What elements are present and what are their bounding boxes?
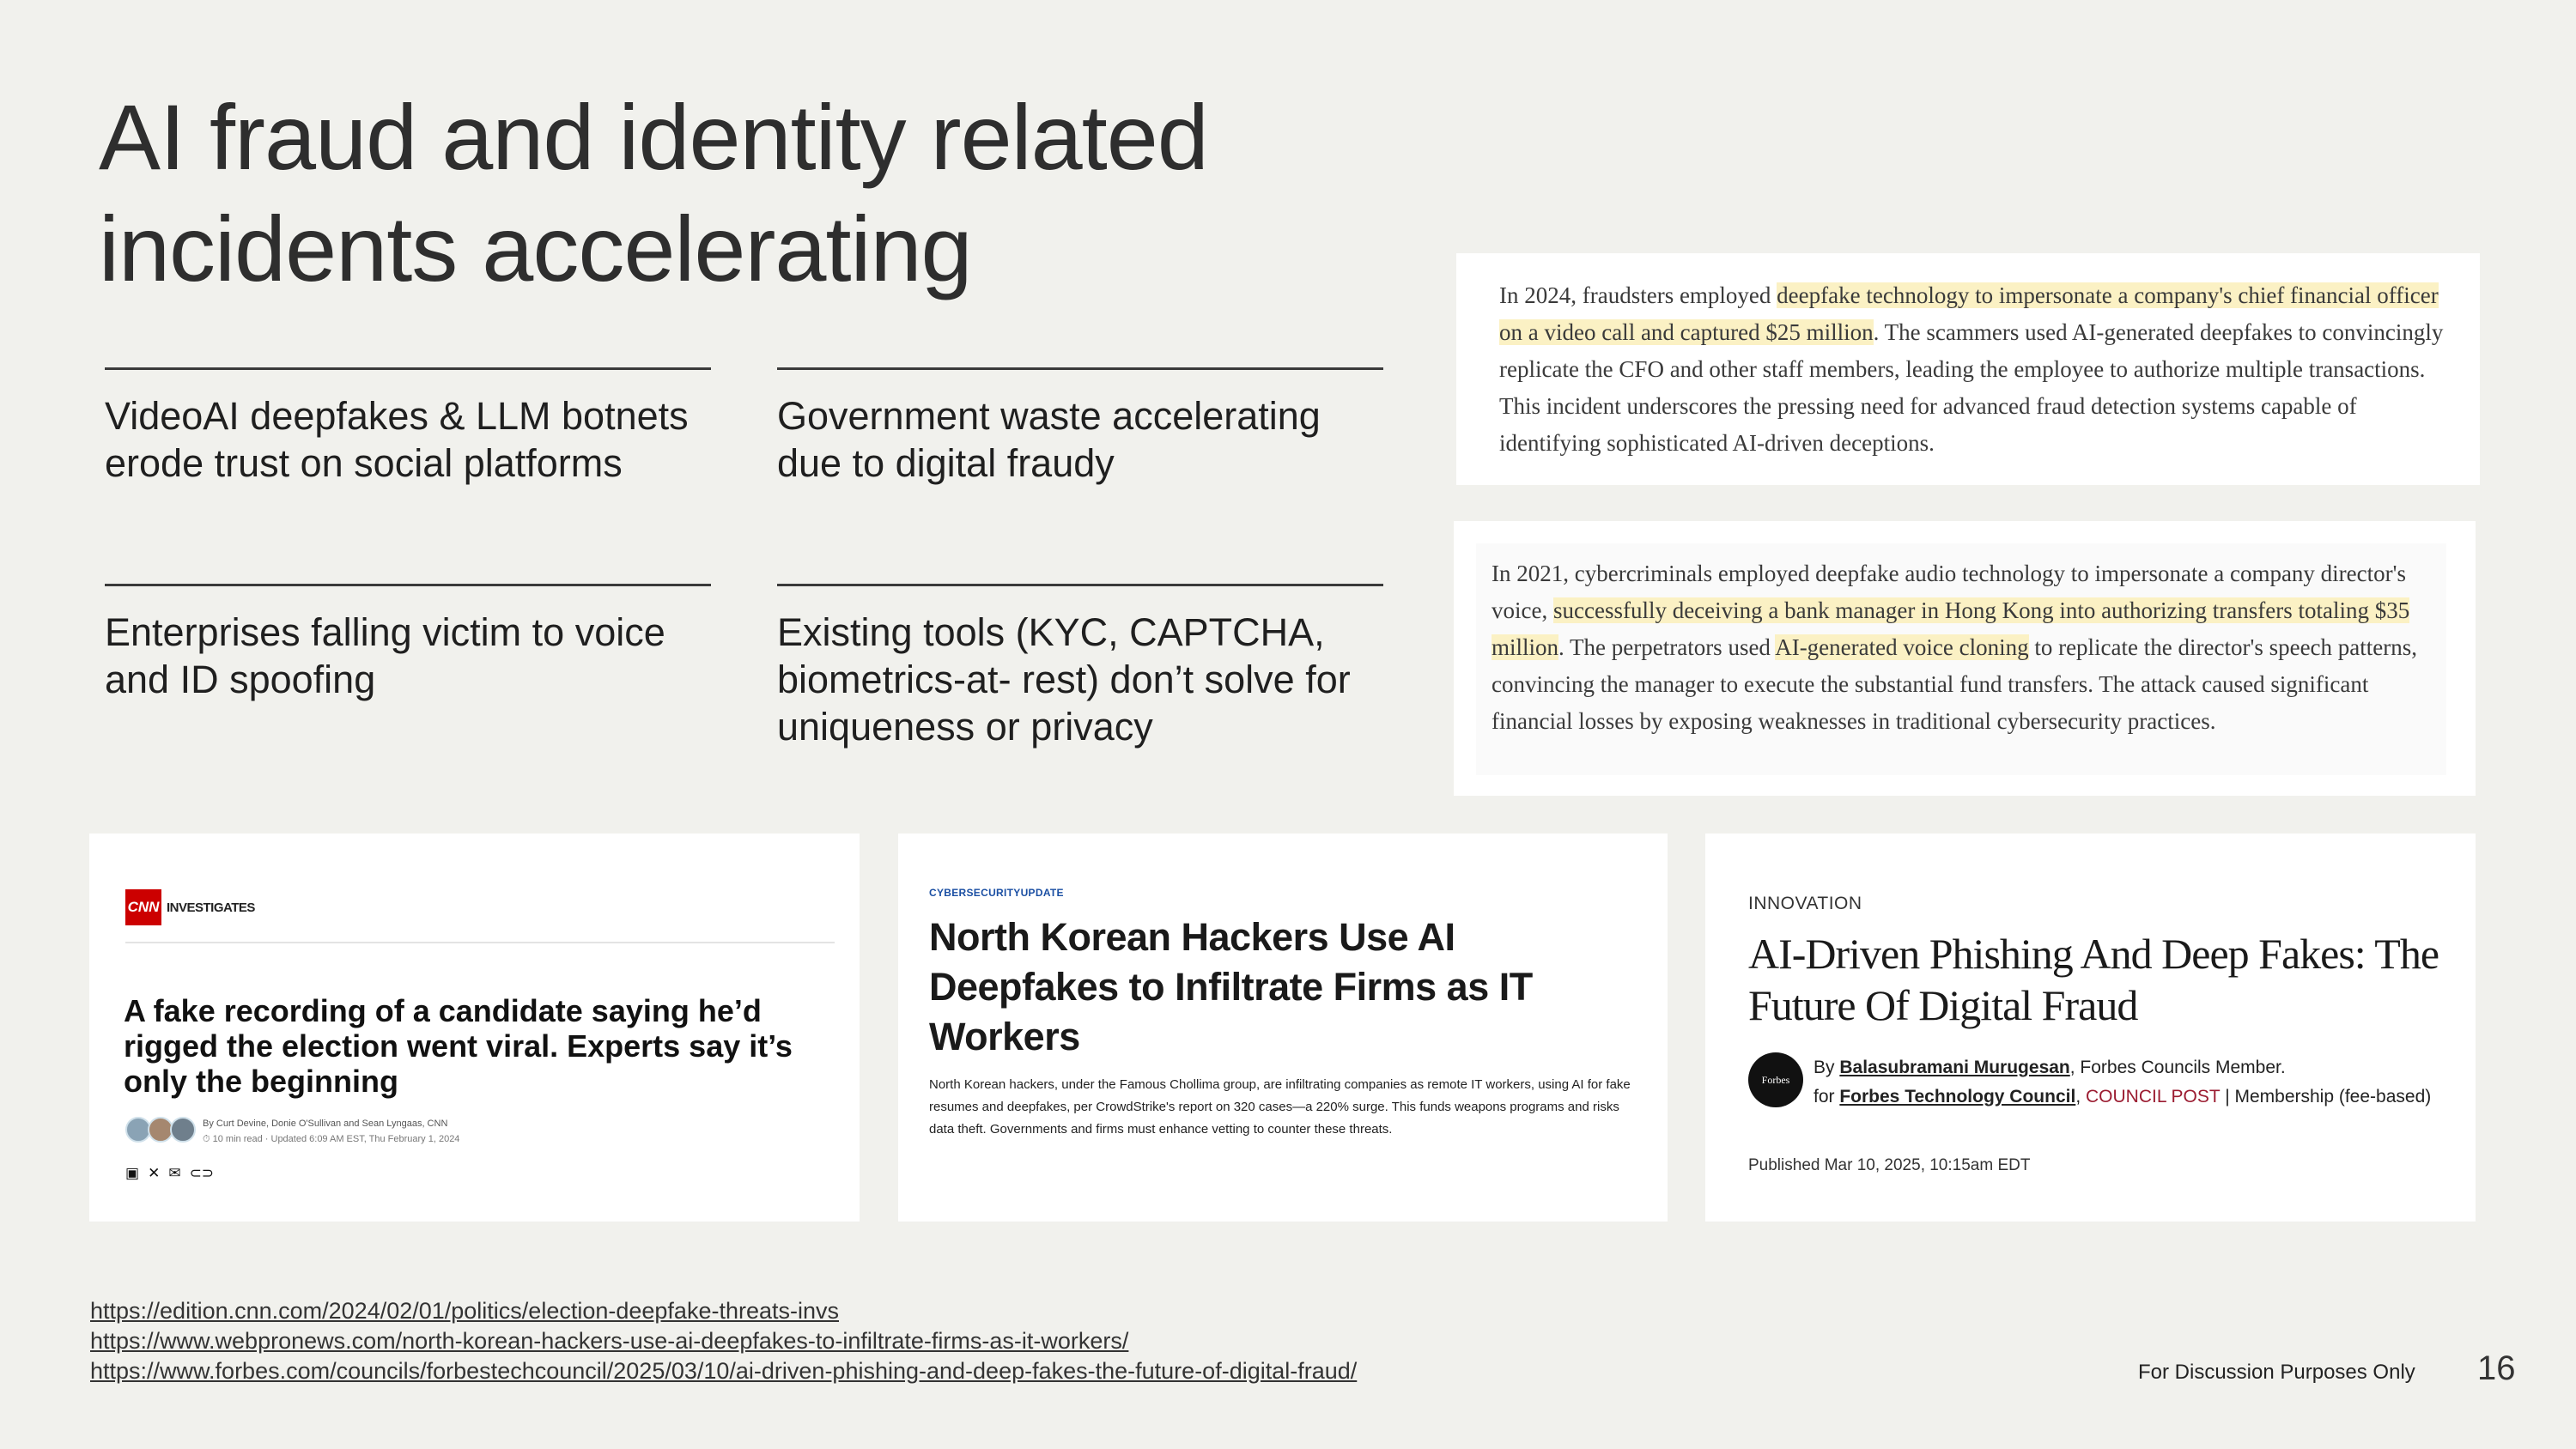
source-link-cnn[interactable]: https://edition.cnn.com/2024/02/01/politics/election-deepfake-threats-invs: [90, 1298, 840, 1324]
x-icon[interactable]: ✕: [148, 1165, 161, 1181]
email-icon[interactable]: ✉: [168, 1165, 181, 1181]
author-avatars: [125, 1117, 192, 1143]
article-tag: CYBERSECURITYUPDATE: [929, 887, 1064, 899]
forbes-published-date: Published Mar 10, 2025, 10:15am EDT: [1748, 1156, 2031, 1174]
quote-voice-cloning: [1454, 521, 2476, 796]
title-line-1: AI fraud and identity related: [99, 85, 1208, 189]
point-existing-tools: Existing tools (KYC, CAPTCHA, biometrics-at- rest) don’t solve for uniqueness or privacy: [777, 584, 1383, 750]
cnn-article-card[interactable]: [89, 834, 860, 1222]
quote1-text: In 2024, fraudsters employed: [1499, 282, 1777, 308]
forbes-byline: [1814, 1053, 2449, 1112]
webpronews-article-card[interactable]: [898, 834, 1668, 1222]
council-link[interactable]: Forbes Technology Council: [1839, 1087, 2076, 1106]
source-link-forbes[interactable]: https://www.forbes.com/councils/forbestechcouncil/2025/03/10/ai-driven-phishing-and-deep-fakes-the-future-of-digital-fraud/: [90, 1358, 1358, 1384]
separator: ,: [2075, 1087, 2086, 1106]
wpn-summary: North Korean hackers, under the Famous Chollima group, are infiltrating companies as remote IT workers, using AI for fake resumes and deepfakes, per CrowdStrike's report on 320 cases—a 220% surge. This funds weapons programs and risks data theft. Governments and firms must enhance vetting to counter these threats.: [929, 1077, 1631, 1137]
author-suffix: , Forbes Councils Member.: [2069, 1058, 2286, 1077]
cnn-headline: A fake recording of a candidate saying he’d rigged the election went viral. Experts say it’s only the beginning: [124, 993, 793, 1099]
point-enterprise-spoofing: Enterprises falling victim to voice and ID spoofing: [105, 584, 711, 703]
cnn-meta: ⏱ 10 min read · Updated 6:09 AM EST, Thu February 1, 2024: [203, 1134, 460, 1144]
cnn-byline: By Curt Devine, Donie O'Sullivan and Sean Lyngaas, CNN: [203, 1119, 448, 1129]
quote2-highlight-2: AI-generated voice cloning: [1775, 634, 2029, 660]
by-prefix: By: [1814, 1058, 1840, 1077]
author-link[interactable]: Balasubramani Murugesan: [1839, 1058, 2070, 1077]
forbes-headline: AI-Driven Phishing And Deep Fakes: The Future Of Digital Fraud: [1748, 930, 2439, 1029]
facebook-icon[interactable]: ▣: [125, 1165, 140, 1181]
forbes-logo: Forbes: [1748, 1052, 1803, 1107]
share-icons: [125, 1165, 214, 1182]
forbes-article-card[interactable]: [1705, 834, 2476, 1222]
quote1-text-end: . The scammers used AI-generated deepfakes to convincingly replicate the CFO and other staff members, leading the employee to authorize multiple transactions. This incident underscores the pressing need for advanced fraud detection systems capable of identifying sophisticated AI-driven deceptions.: [1499, 319, 2444, 456]
wpn-headline: North Korean Hackers Use AI Deepfakes to Infiltrate Firms as IT Workers: [929, 915, 1533, 1058]
title-line-2: incidents accelerating: [99, 197, 972, 300]
page-number: 16: [2477, 1349, 2516, 1387]
point-government-waste: Government waste accelerating due to digital fraudy: [777, 367, 1383, 487]
quote-cfo-deepfake: [1456, 253, 2480, 485]
council-post-label: COUNCIL POST: [2085, 1087, 2221, 1106]
quote2-highlight-1: successfully deceiving a bank manager in Hong Kong into authorizing transfers totaling $35 million: [1492, 597, 2410, 660]
quote1-highlight: deepfake technology to impersonate a company's chief financial officer on a video call and captured $25 million: [1499, 282, 2439, 345]
cnn-logo: CNN: [125, 889, 161, 925]
disclaimer: For Discussion Purposes Only: [2138, 1361, 2415, 1384]
quote2-text: In 2021, cybercriminals employed deepfake audio technology to impersonate a company director's voice,: [1492, 561, 2407, 623]
link-icon[interactable]: ⊂⊃: [189, 1165, 215, 1181]
for-prefix: for: [1814, 1087, 1840, 1106]
forbes-category: INNOVATION: [1748, 894, 1862, 913]
membership-note: | Membership (fee-based): [2220, 1087, 2432, 1106]
cnn-section-label: INVESTIGATES: [167, 900, 255, 915]
slide-title: [99, 82, 1387, 305]
avatar: [170, 1117, 196, 1143]
quote2-text-end: to replicate the director's speech patterns, convincing the manager to execute the substantial fund transfers. The attack caused significant financial losses by exposing weaknesses in traditional cybersecurity practices.: [1492, 634, 2417, 734]
cnn-divider: [125, 942, 835, 943]
quote2-body: [1476, 543, 2446, 775]
source-links: [90, 1296, 1357, 1386]
quote2-text-mid: . The perpetrators used: [1558, 634, 1776, 660]
source-link-webpronews[interactable]: https://www.webpronews.com/north-korean-hackers-use-ai-deepfakes-to-infiltrate-firms-as-it-workers/: [90, 1328, 1129, 1354]
point-social-platforms: VideoAI deepfakes & LLM botnets erode trust on social platforms: [105, 367, 711, 487]
